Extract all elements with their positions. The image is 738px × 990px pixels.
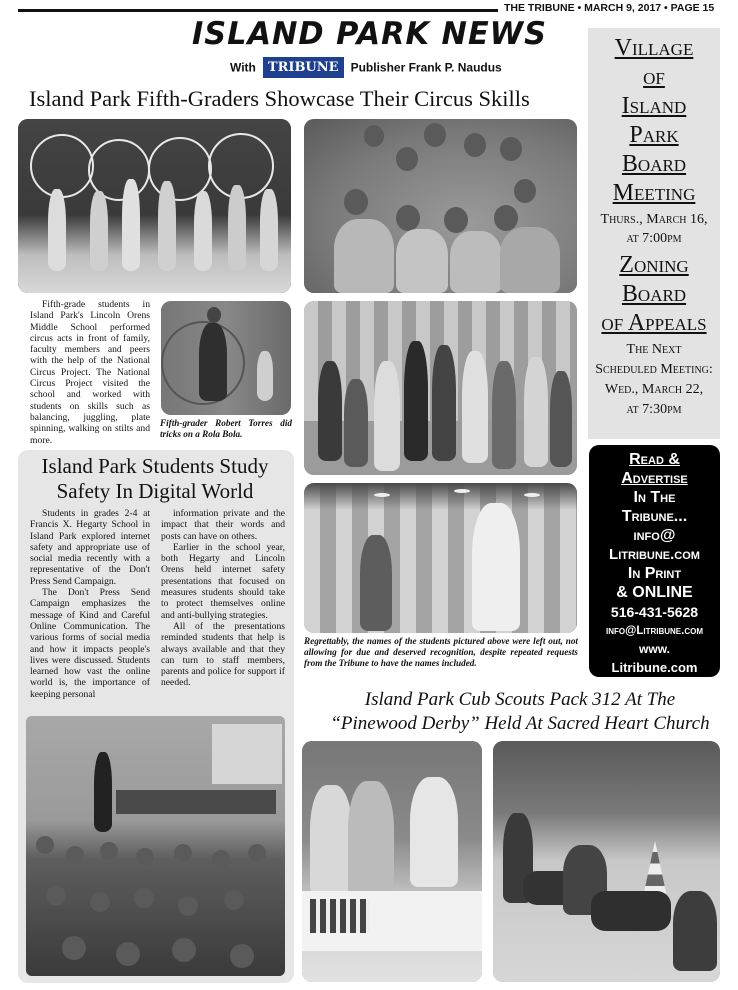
masthead-title: ISLAND PARK NEWS (192, 16, 548, 52)
ad-site: Litribune.com (611, 660, 698, 675)
ad-line: Litribune.com (609, 546, 700, 563)
scouts-headline-line1: Island Park Cub Scouts Pack 312 At The (364, 689, 676, 710)
zoning-title-line: Zoning (619, 252, 689, 278)
safety-col2-para: Earlier in the school year, both Hegarty and Lincoln Orens held internet safety presentations that focused on measures students should take to protect themselves online and anti-bullying strategies. (161, 541, 285, 621)
photo-hoop-performers (18, 119, 291, 293)
folio-text: THE TRIBUNE • MARCH 9, 2017 • PAGE 15 (504, 2, 715, 14)
village-title-line: Meeting (612, 180, 696, 206)
safety-col2-para: All of the presentations reminded students that help is always available and that they can turn to staff members, parents and police for support if needed. (161, 620, 285, 689)
safety-col2-para: information private and the impact that their words and posts can have on others. (161, 508, 285, 542)
ad-phone: 516-431-5628 (610, 604, 699, 620)
photo-assembly (26, 716, 285, 976)
village-title-line: Island (621, 93, 687, 119)
publisher-label: Publisher Frank P. Naudus (350, 60, 502, 75)
village-meetings-text (588, 34, 720, 420)
zoning-title-line: Board (621, 281, 687, 307)
zoning-meeting-date: Wed., March 22, (604, 382, 704, 397)
ad-email: info@Litribune.com (606, 625, 703, 637)
safety-col1-para: The Don't Press Send Campaign emphasizes the message of Kind and Careful Online Communication. The various forms of social media and how it impacts people's lives were discussed. Students learned how vast the online world is, the importance of keeping personal (30, 587, 150, 700)
ad-line: info@ (633, 527, 676, 544)
scouts-headline-line2: “Pinewood Derby” Held At Sacred Heart Church (330, 713, 710, 734)
village-title-line: Board (621, 151, 687, 177)
village-title-line: Park (629, 122, 679, 148)
zoning-title-line: of Appeals (601, 310, 707, 336)
scouts-headline (302, 688, 738, 736)
ad-line: In The (633, 489, 676, 506)
ad-line: & ONLINE (616, 584, 693, 601)
circus-body: Fifth-grade students in Island Park's Lincoln Orens Middle School performed circus acts in front of family, faculty members and peers with the help of the National Circus Project. The National Circus Project visited the school and worked with students on skills such as balancing, juggling, plate spinning, walking on stilts and more. (30, 299, 150, 446)
zoning-next-label: Scheduled Meeting: (595, 362, 713, 377)
safety-col1 (30, 508, 150, 700)
photo-scouts-table (302, 741, 482, 982)
safety-headline: Island Park Students Study Safety In Digital World (41, 454, 269, 503)
folio-bar (0, 0, 738, 17)
village-title-line: Village (614, 35, 694, 61)
folio-rule (18, 9, 498, 12)
photo-rola-bola (161, 301, 291, 415)
photo-scouts-derby (493, 741, 720, 982)
ad-line: Advertise (621, 470, 688, 487)
circus-headline: Island Park Fifth-Graders Showcase Their Circus Skills (29, 86, 530, 111)
masthead-subline (230, 57, 502, 79)
village-title-line: of (643, 64, 665, 90)
tribune-ad-box (589, 445, 720, 677)
ad-line: Tribune... (621, 508, 688, 525)
zoning-next-label: The Next (626, 342, 682, 357)
ad-line: Read & (629, 451, 680, 468)
ad-line: In Print (627, 565, 682, 582)
tribune-logo: TRIBUNE (263, 57, 344, 78)
photo-group-students (304, 119, 577, 293)
caption-plates: Regrettably, the names of the students pictured above were left out, not allowing for due and deserved recognition, despite repeated requests from the Tribune to have the names included. (304, 636, 578, 668)
ad-www: www. (639, 642, 670, 656)
zoning-meeting-time: at 7:30pm (626, 402, 682, 417)
safety-col1-para: Students in grades 2-4 at Francis X. Hegarty School in Island Park explored internet safety and appropriate use of social media recently with a representative of the Don't Press Send Campaign. (30, 508, 150, 587)
board-meeting-time: at 7:00pm (626, 231, 682, 246)
caption-rola-bola: Fifth-grader Robert Torres did tricks on a Rola Bola. (160, 418, 292, 439)
with-label: With (230, 60, 256, 75)
board-meeting-date: Thurs., March 16, (600, 212, 708, 227)
photo-tent-group (304, 301, 577, 475)
photo-plate-spinning (304, 483, 577, 633)
safety-col2 (161, 508, 285, 689)
